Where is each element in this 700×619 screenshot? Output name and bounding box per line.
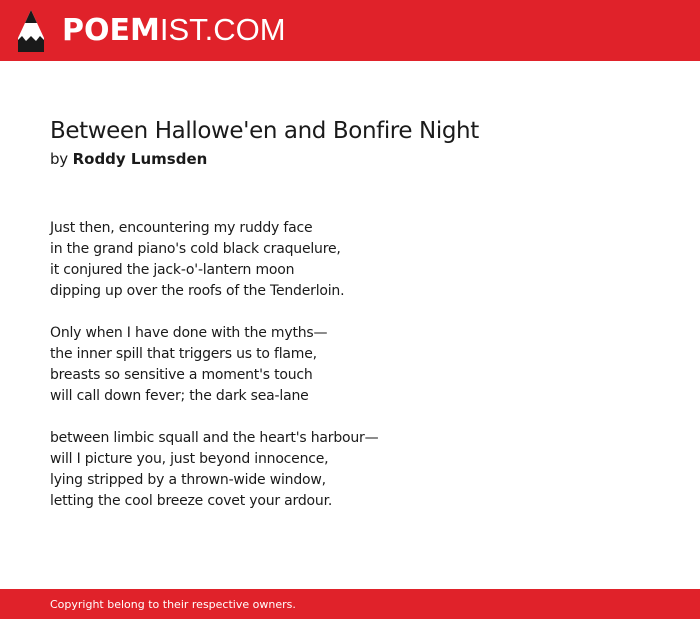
site-header: [0, 0, 700, 61]
poem-body: [50, 218, 650, 533]
poem-line: letting the cool breeze covet your ardour.: [50, 493, 333, 509]
pencil-tip-icon[interactable]: [18, 10, 44, 52]
site-footer: [0, 589, 700, 619]
poem-line: it conjured the jack-o'-lantern moon: [50, 262, 295, 278]
poem-line: will I picture you, just beyond innocence,: [50, 451, 329, 467]
logo-bold-text: POEM: [62, 13, 160, 48]
logo-light-text: IST.COM: [159, 12, 286, 47]
stanza: [50, 428, 650, 512]
poem-line: in the grand piano's cold black craquelure,: [50, 241, 341, 257]
author-name: Roddy Lumsden: [72, 150, 208, 168]
poem-line: between limbic squall and the heart's harbour—: [50, 430, 379, 446]
byline: [50, 148, 207, 170]
poem-title: Between Hallowe'en and Bonfire Night: [50, 118, 479, 144]
poem-line: dipping up over the roofs of the Tenderloin.: [50, 283, 345, 299]
poem-line: Only when I have done with the myths—: [50, 325, 328, 341]
poem-line: the inner spill that triggers us to flame,: [50, 346, 317, 362]
stanza: [50, 218, 650, 302]
stanza: [50, 323, 650, 407]
poem-line: lying stripped by a thrown-wide window,: [50, 472, 326, 488]
byline-prefix: by: [50, 150, 68, 168]
poem-line: breasts so sensitive a moment's touch: [50, 367, 313, 383]
poem-line: Just then, encountering my ruddy face: [50, 220, 313, 236]
site-logo[interactable]: [62, 12, 286, 48]
poem-line: will call down fever; the dark sea-lane: [50, 388, 309, 404]
copyright-notice: Copyright belong to their respective owners.: [50, 598, 296, 611]
